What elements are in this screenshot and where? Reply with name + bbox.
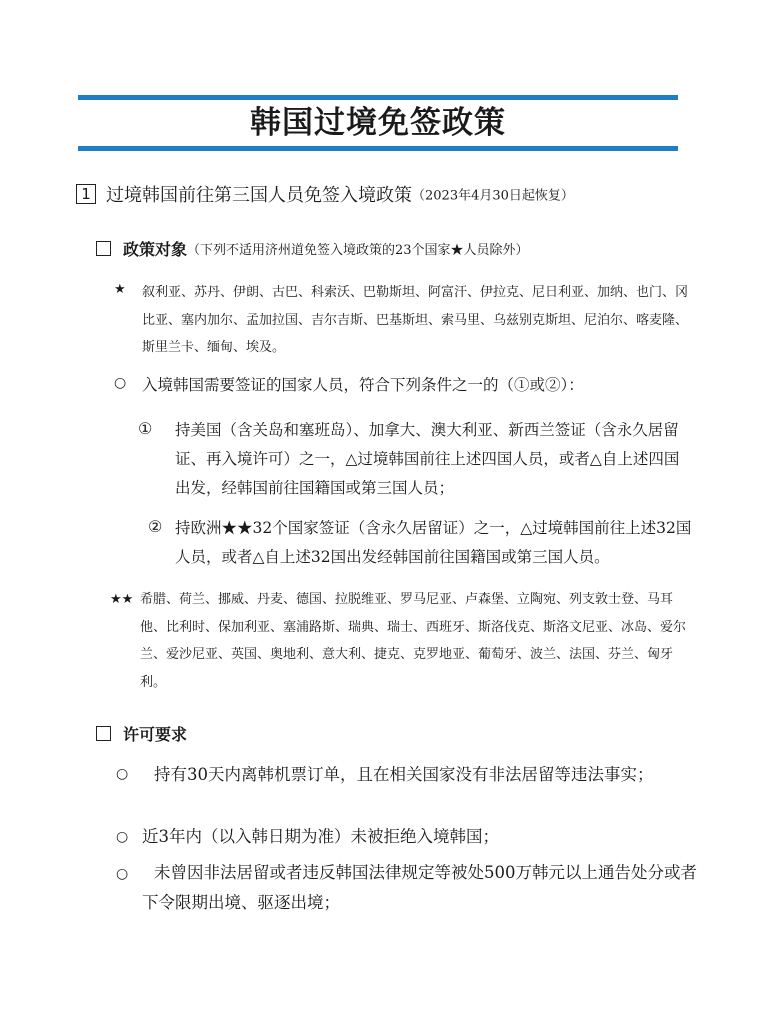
- star-marker: ★: [114, 282, 126, 297]
- requirements-label: 许可要求: [123, 725, 188, 744]
- policy-targets-note: （下列不适用济州道免签入境政策的23个国家★人员除外）: [187, 243, 529, 258]
- requirement-item-1: 持有30天内离韩机票订单，且在相关国家没有非法居留等违法事实；: [154, 765, 654, 784]
- requirement-item-3: 未曾因非法居留或者违反韩国法律规定等被处500万韩元以上通告处分或者下令限期出境、驱逐出境；: [142, 863, 697, 912]
- policy-targets-heading: [96, 237, 529, 260]
- section-date-note: （2023年4月30日起恢复）: [412, 188, 574, 204]
- checkbox-icon: [96, 241, 111, 256]
- checkbox-icon: [96, 726, 111, 741]
- bullet-circle-icon: ○: [116, 829, 129, 845]
- bullet-circle-icon: ○: [116, 766, 129, 782]
- title-block: [78, 95, 678, 152]
- condition-2-text: 持欧洲★★32个国家签证（含永久居留证）之一，△过境韩国前往上述32国人员，或者△自上述32国出发经韩国前往国籍国或第三国人员。: [175, 519, 692, 566]
- bullet-circle-icon: ○: [114, 375, 127, 391]
- title-bottom-rule: [78, 146, 678, 151]
- requirement-item-2: 近3年内（以入韩日期为准）未被拒绝入境韩国；: [142, 827, 499, 846]
- section-heading: [76, 181, 696, 209]
- page-title: 韩国过境免签政策: [250, 105, 506, 141]
- europe-countries-list: 希腊、荷兰、挪威、丹麦、德国、拉脱维亚、罗马尼亚、卢森堡、立陶宛、列支敦士登、马耳他、比利时、保加利亚、塞浦路斯、瑞典、瑞士、西班牙、斯洛伐克、斯洛文尼亚、冰岛、爱尔兰、爱沙尼亚、英国、奥地利、意大利、捷克、克罗地亚、葡萄牙、波兰、法国、芬兰、匈牙利。: [140, 592, 687, 690]
- requirements-heading: [96, 722, 187, 745]
- policy-targets-label: 政策对象: [123, 240, 188, 259]
- title-top-rule: [78, 95, 678, 100]
- section-number-box: 1: [76, 184, 96, 204]
- excluded-countries-list: 叙利亚、苏丹、伊朗、古巴、科索沃、巴勒斯坦、阿富汗、伊拉克、尼日利亚、加纳、也门、冈比亚、塞内加尔、孟加拉国、吉尔吉斯、巴基斯坦、索马里、乌兹别克斯坦、尼泊尔、喀麦隆、斯里兰卡、缅甸、埃及。: [142, 285, 689, 355]
- condition-2-number: ②: [148, 517, 163, 536]
- double-star-marker: ★★: [110, 592, 134, 607]
- bullet-circle-icon: ○: [116, 866, 129, 882]
- visa-condition-intro: 入境韩国需要签证的国家人员，符合下列条件之一的（①或②）：: [142, 376, 584, 394]
- condition-1-number: ①: [138, 419, 153, 438]
- condition-1-text: 持美国（含关岛和塞班岛）、加拿大、澳大利亚、新西兰签证（含永久居留证、再入境许可）之一，△过境韩国前往上述四国人员，或者△自上述四国出发，经韩国前往国籍国或第三国人员；: [175, 421, 680, 497]
- section-title: 过境韩国前往第三国人员免签入境政策: [106, 185, 412, 206]
